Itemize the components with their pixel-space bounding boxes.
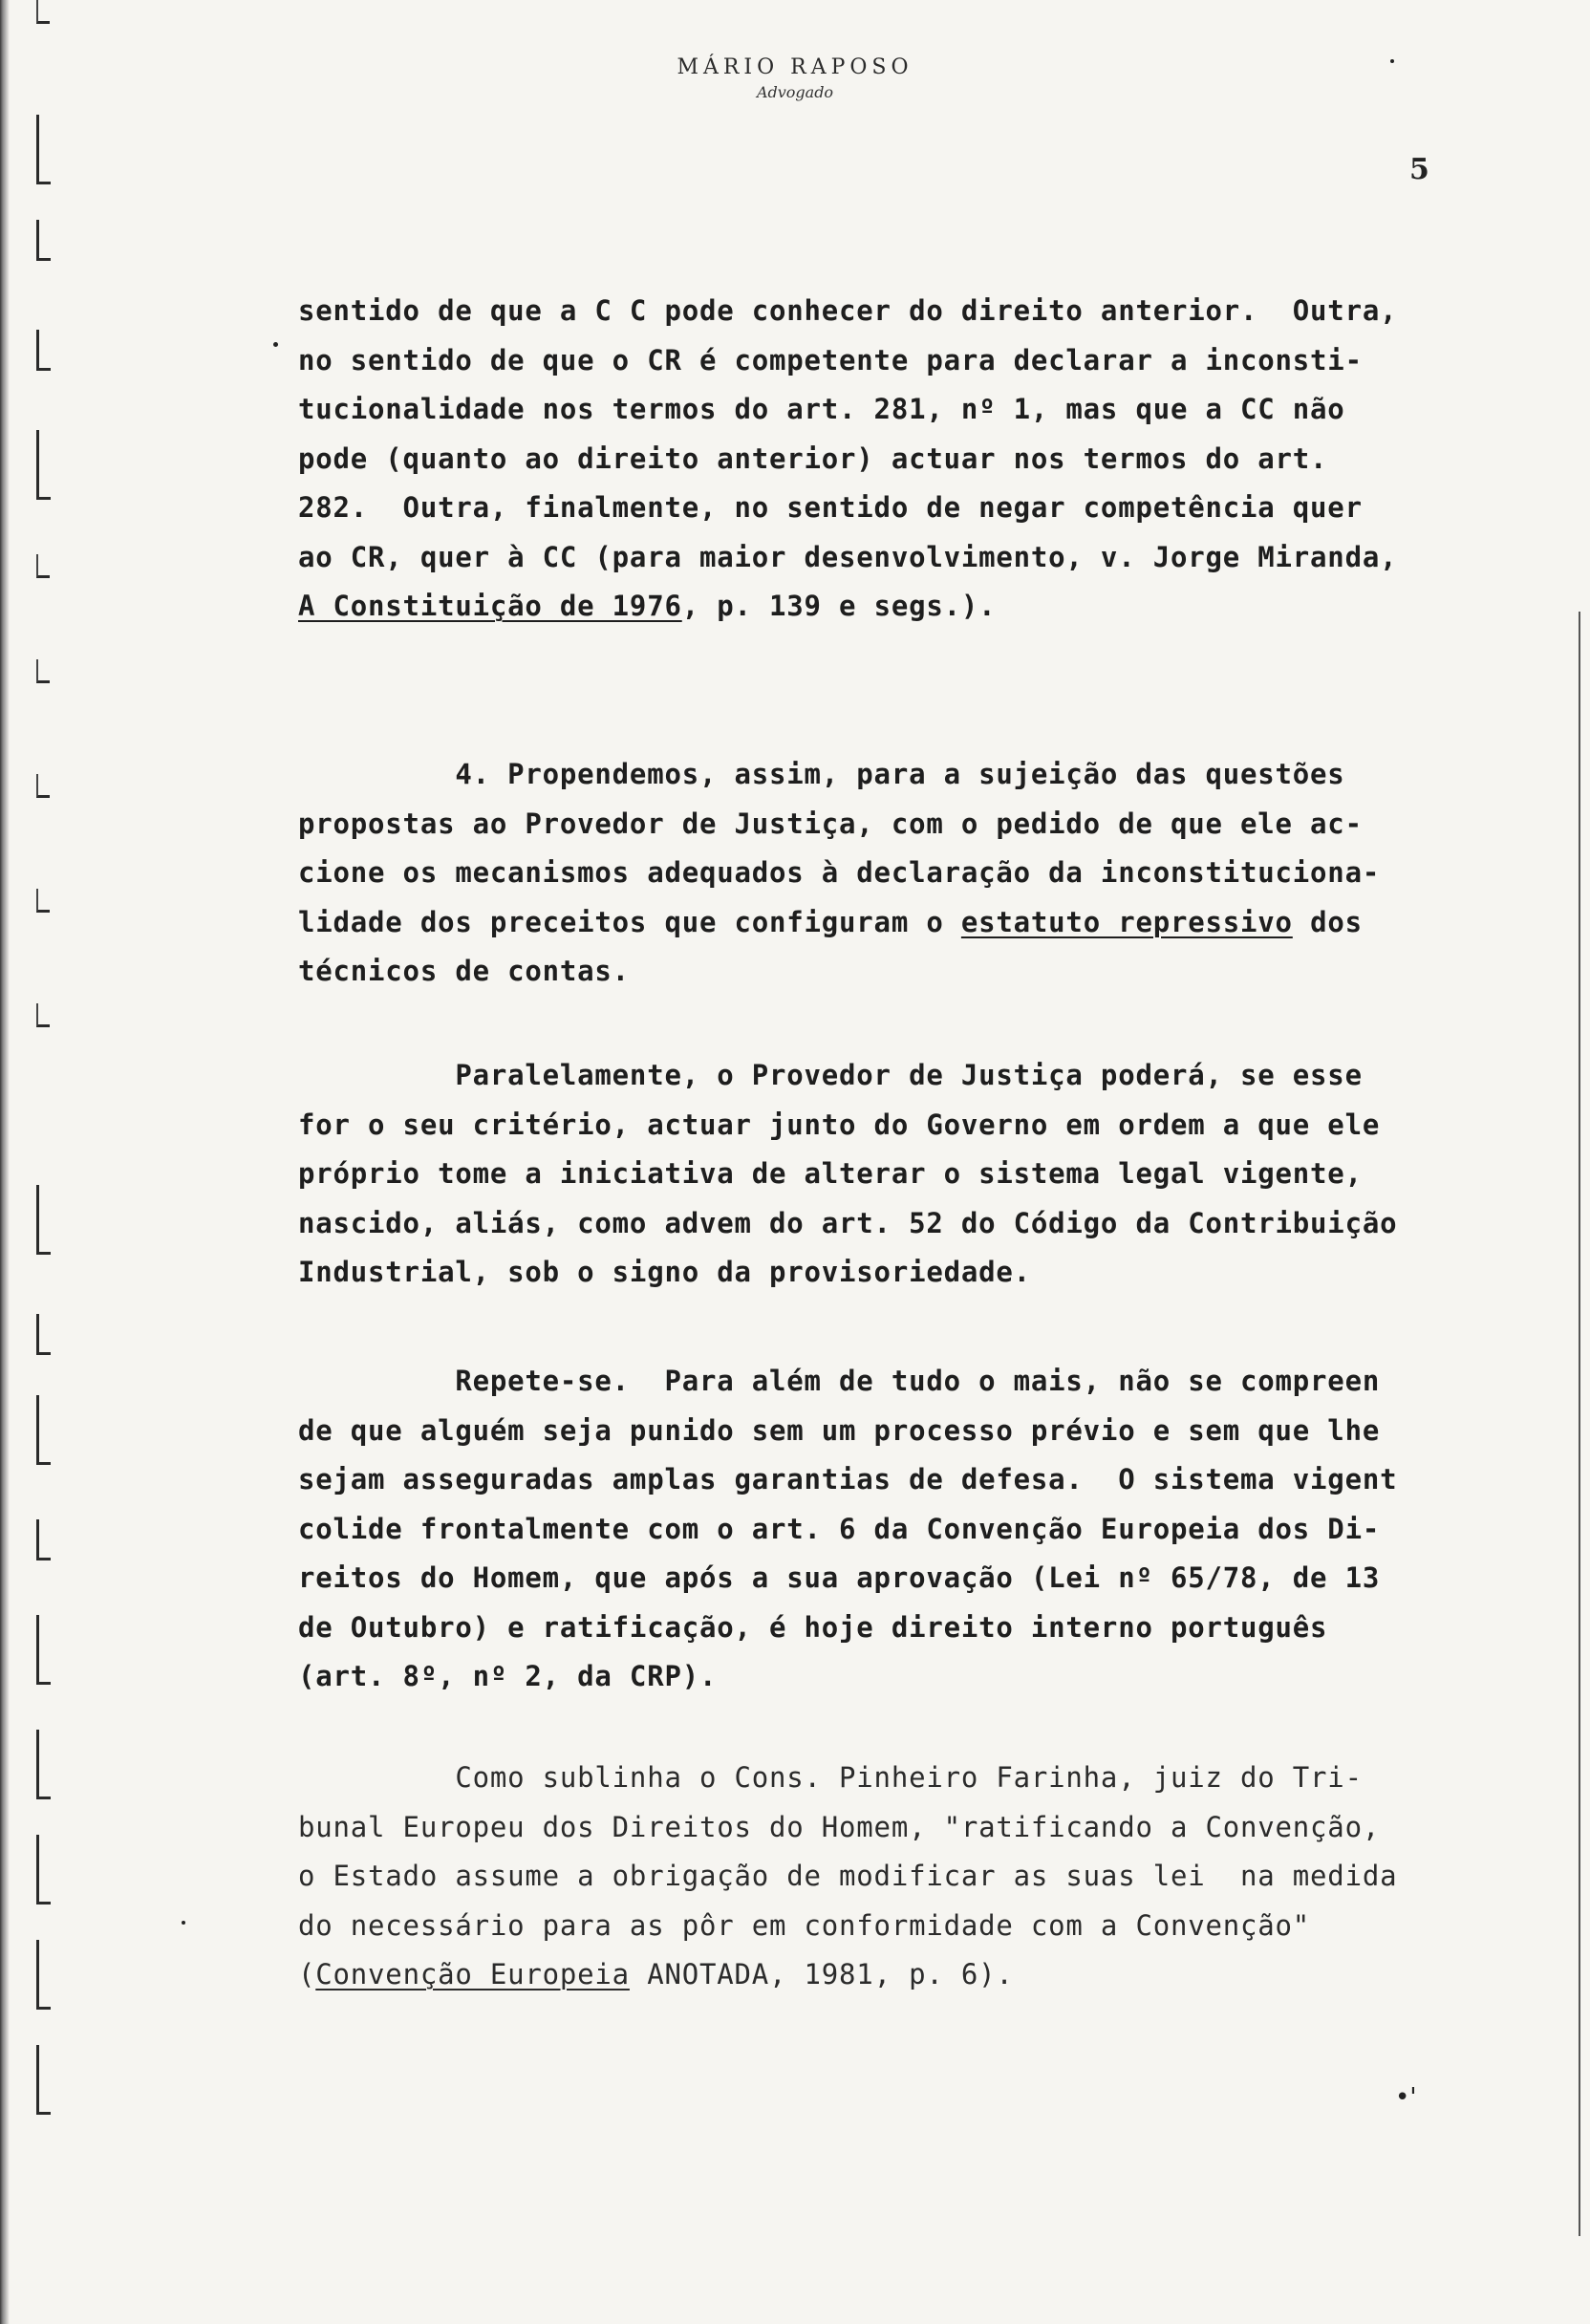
margin-mark [36,1940,51,2010]
page-number: 5 [1409,153,1429,186]
margin-mark [36,1615,51,1685]
text-segment: do necessário para as pôr em conformidade com a Convenção" [298,1908,1311,1942]
text-segment: sejam asseguradas amplas garantias de defesa. O sistema vigent [298,1463,1398,1496]
text-segment: pode (quanto ao direito anterior) actuar nos termos do art. [298,441,1328,475]
text-segment: técnicos de contas. [298,955,630,987]
text-line [298,1051,1588,1101]
margin-mark [36,1395,51,1465]
text-line [298,1407,1588,1456]
text-segment: 282. Outra, finalmente, no sentido de negar competência quer [298,491,1363,524]
text-segment: de Outubro) e ratificação, é hoje direito interno português [298,1610,1328,1644]
margin-mark [36,1185,51,1255]
margin-mark [36,1835,51,1904]
text-segment: sentido de que a C C pode conhecer do direito anterior. Outra, [298,294,1398,327]
text-segment: ANOTADA, 1981, p. 6). [629,1958,1014,1990]
text-segment: Como sublinha o Cons. Pinheiro Farinha, juiz do Tri- [298,1761,1363,1794]
underlined-text: estatuto repressivo [960,905,1293,938]
text-segment: Industrial, sob o signo da provisoriedade. [298,1256,1031,1288]
margin-mark [36,1730,51,1799]
scan-left-edge [0,0,10,2324]
margin-mark [36,330,51,371]
text-line [298,898,1588,948]
margin-mark [36,889,50,913]
text-segment: (art. 8º, nº 2, da CRP). [298,1660,718,1692]
text-line [298,1357,1588,1407]
text-line [298,750,1588,800]
text-line [298,1950,1588,2000]
underlined-text: A Constituição de 1976 [298,590,682,622]
text-line [298,582,1588,632]
text-line [298,435,1588,484]
text-line [298,1505,1588,1555]
margin-mark [36,0,50,24]
text-line [298,385,1588,435]
text-line [298,947,1588,997]
text-line [298,533,1588,583]
margin-mark [36,220,51,261]
text-segment: ao CR, quer à CC (para maior desenvolvimento, v. Jorge Miranda, [298,540,1398,573]
text-line [298,336,1588,386]
text-segment: nascido, aliás, como advem do art. 52 do Código da Contribuição [298,1206,1398,1239]
text-line [298,1754,1588,1803]
text-segment: dos [1292,905,1363,938]
text-segment: bunal Europeu dos Direitos do Homem, "ratificando a Convenção, [298,1810,1381,1843]
margin-mark [36,774,50,798]
text-segment: reitos do Homem, que após a sua aprovação (Lei nº 65/78, de 13 [298,1561,1381,1594]
text-line [298,1455,1588,1505]
text-line [298,1652,1588,1702]
text-line [298,1150,1588,1199]
text-segment: o Estado assume a obrigação de modificar as suas lei na medida [298,1860,1398,1892]
text-segment: for o seu critério, actuar junto do Governo em ordem a que ele [298,1108,1381,1141]
paragraph-p3 [298,1051,1588,1298]
text-segment: próprio tome a iniciativa de alterar o sistema legal vigente, [298,1157,1363,1190]
margin-mark [36,115,51,184]
margin-mark [36,554,50,578]
text-segment: tucionalidade nos termos do art. 281, nº 1, mas que a CC não [298,393,1345,425]
text-line [298,1554,1588,1603]
margin-mark [36,1003,50,1027]
text-segment: Repete-se. Para além de tudo o mais, não se compreen [298,1365,1381,1397]
bottom-mark: •' [1395,2083,1417,2112]
paragraph-p1 [298,287,1588,632]
text-segment: cione os mecanismos adequados à declaração da inconstituciona- [298,856,1381,889]
text-line [298,1902,1588,1951]
scan-speck [273,342,278,347]
text-line [298,287,1588,336]
scan-speck [182,1921,185,1925]
scan-speck [1390,59,1394,63]
text-segment: ( [298,1958,316,1990]
text-line [298,1199,1588,1249]
text-segment: Paralelamente, o Provedor de Justiça poderá, se esse [298,1059,1363,1091]
margin-mark [36,1519,51,1560]
text-line [298,1803,1588,1853]
text-segment: colide frontalmente com o art. 6 da Convenção Europeia dos Di- [298,1512,1381,1545]
margin-mark [36,2045,51,2115]
paragraph-p2 [298,750,1588,997]
text-line [298,1101,1588,1151]
underlined-text: Convenção Europeia [315,1958,630,1990]
text-segment: no sentido de que o CR é competente para declarar a inconsti- [298,343,1363,377]
paragraph-p5 [298,1754,1588,2000]
letterhead [0,55,1590,101]
text-line [298,1603,1588,1653]
paragraph-p4 [298,1357,1588,1702]
margin-mark [36,430,51,500]
margin-mark [36,1314,51,1355]
text-segment: de que alguém seja punido sem um processo prévio e sem que lhe [298,1413,1381,1447]
text-line [298,800,1588,850]
text-segment: 4. Propendemos, assim, para a sujeição das questões [298,758,1345,790]
text-line [298,849,1588,898]
text-line [298,1248,1588,1298]
text-line [298,1852,1588,1902]
margin-mark [36,659,50,683]
text-line [298,484,1588,533]
text-segment: lidade dos preceitos que configuram o [298,905,961,938]
letterhead-role: Advogado [756,83,834,101]
text-segment: propostas ao Provedor de Justiça, com o pedido de que ele ac- [298,807,1363,840]
text-segment: , p. 139 e segs.). [681,590,997,622]
letterhead-name: MÁRIO RAPOSO [677,55,913,79]
